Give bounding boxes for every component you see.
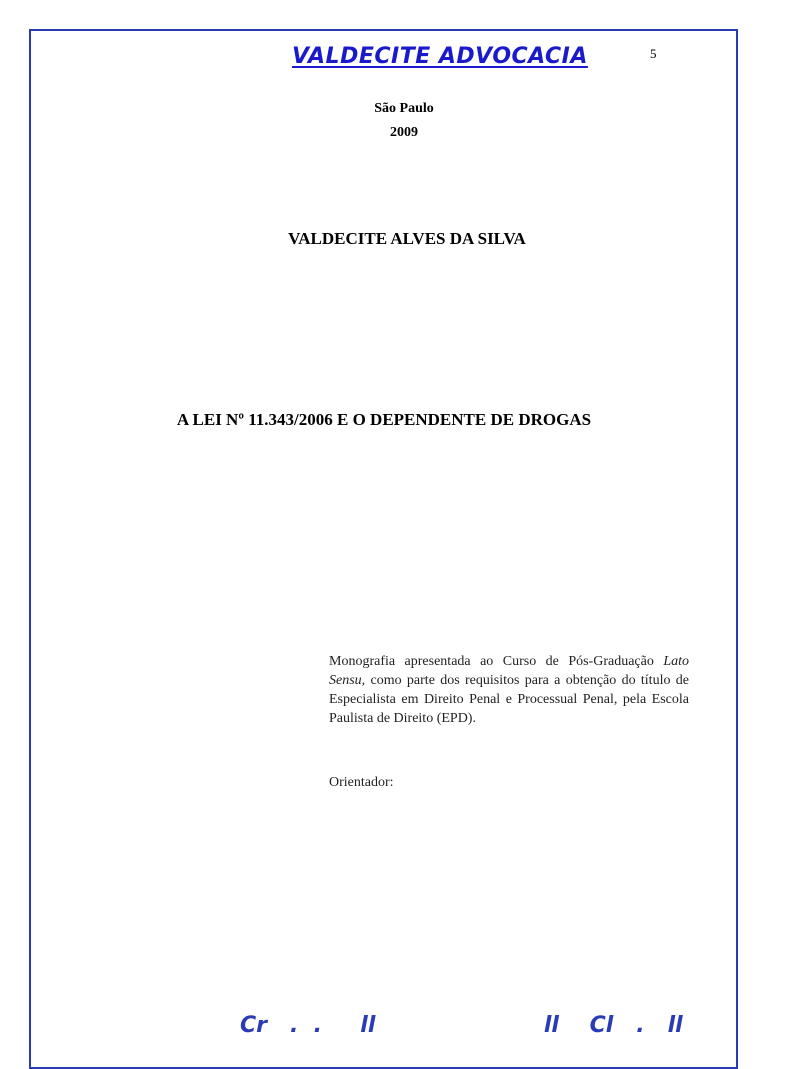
cover-author: VALDECITE ALVES DA SILVA	[288, 229, 526, 248]
page-number: 5	[650, 46, 657, 61]
cover-year: 2009	[390, 125, 418, 140]
cover-city: São Paulo	[374, 101, 434, 116]
monograph-statement-part2: como parte dos requisitos para a obtenção do título de Especialista em Direito Penal e Processual Penal, pela Escola Paulista de Direito (EPD).	[329, 673, 689, 726]
header-firm-name: VALDECITE ADVOCACIA	[292, 44, 588, 69]
monograph-statement-italic: Lato Sensu,	[329, 654, 690, 688]
monograph-statement-part1: Monografia apresentada ao Curso de Pós-Graduação	[329, 654, 654, 669]
cover-work-title: A LEI Nº 11.343/2006 E O DEPENDENTE DE DROGAS	[176, 410, 592, 429]
footer-cut-off-text: Cr . . ll ll Cl . ll	[240, 1013, 683, 1038]
monograph-statement	[329, 652, 689, 728]
advisor-label: Orientador:	[329, 775, 394, 790]
page-border	[29, 29, 738, 1069]
